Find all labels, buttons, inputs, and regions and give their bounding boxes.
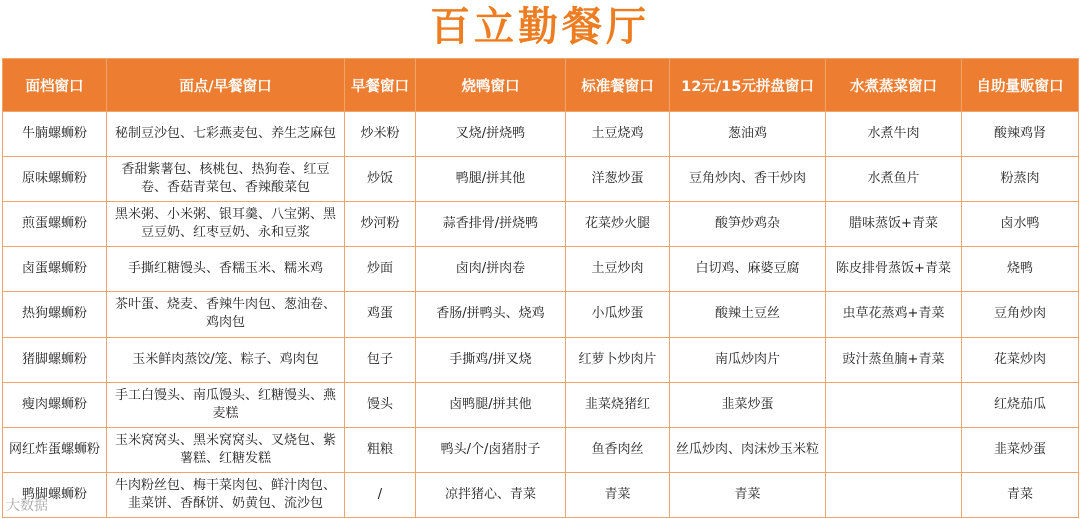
table-cell: 凉拌猪心、青菜	[416, 472, 566, 517]
table-cell: 牛腩螺蛳粉	[3, 112, 107, 157]
table-cell: 瘦肉螺蛳粉	[3, 382, 107, 427]
table-cell: 手撕鸡/拼叉烧	[416, 337, 566, 382]
table-cell: 炒米粉	[345, 112, 416, 157]
table-cell: 馒头	[345, 382, 416, 427]
table-cell: 手工白馒头、南瓜馒头、红糖馒头、燕麦糕	[107, 382, 345, 427]
table-cell: 白切鸡、麻婆豆腐	[670, 247, 826, 292]
table-cell: 香甜紫薯包、核桃包、热狗卷、红豆卷、香菇青菜包、香辣酸菜包	[107, 157, 345, 202]
table-cell: 蒜香排骨/拼烧鸭	[416, 202, 566, 247]
table-row	[3, 427, 1079, 472]
table-cell: 玉米窝窝头、黑米窝窝头、叉烧包、紫薯糕、红糖发糕	[107, 427, 345, 472]
table-cell: 红烧茄瓜	[962, 382, 1079, 427]
table-cell: 卤鸭腿/拼其他	[416, 382, 566, 427]
column-header-boiled-steamed-window: 水煮蒸菜窗口	[826, 59, 962, 112]
table-cell: 青菜	[670, 472, 826, 517]
table-cell: 青菜	[566, 472, 670, 517]
table-cell: 秘制豆沙包、七彩燕麦包、养生芝麻包	[107, 112, 345, 157]
table-cell: 韭菜烧猪红	[566, 382, 670, 427]
column-header-breakfast-window: 早餐窗口	[345, 59, 416, 112]
table-cell: 包子	[345, 337, 416, 382]
column-header-noodle-window: 面档窗口	[3, 59, 107, 112]
table-cell: 韭菜炒蛋	[670, 382, 826, 427]
table-cell: 粗粮	[345, 427, 416, 472]
table-cell: 卤蛋螺蛳粉	[3, 247, 107, 292]
header-row	[3, 59, 1079, 112]
table-cell	[826, 427, 962, 472]
table-row	[3, 112, 1079, 157]
table-cell: 陈皮排骨蒸饭+青菜	[826, 247, 962, 292]
table-cell: 网红炸蛋螺蛳粉	[3, 427, 107, 472]
table-cell: 青菜	[962, 472, 1079, 517]
table-cell: 花菜炒火腿	[566, 202, 670, 247]
table-cell: 煎蛋螺蛳粉	[3, 202, 107, 247]
table-cell: 洋葱炒蛋	[566, 157, 670, 202]
table-cell: 豆角炒肉	[962, 292, 1079, 337]
column-header-roast-duck-window: 烧鸭窗口	[416, 59, 566, 112]
table-cell: 小瓜炒蛋	[566, 292, 670, 337]
column-header-pastry-breakfast-window: 面点/早餐窗口	[107, 59, 345, 112]
table-cell: 鸭脚螺蛳粉	[3, 472, 107, 517]
column-header-standard-meal-window: 标准餐窗口	[566, 59, 670, 112]
table-cell: 手撕红糖馒头、香糯玉米、糯米鸡	[107, 247, 345, 292]
table-cell: 水煮鱼片	[826, 157, 962, 202]
table-cell: 鱼香肉丝	[566, 427, 670, 472]
table-cell: 牛肉粉丝包、梅干菜肉包、鲜汁肉包、韭菜饼、香酥饼、奶黄包、流沙包	[107, 472, 345, 517]
table-row	[3, 382, 1079, 427]
table-cell: 黑米粥、小米粥、银耳羹、八宝粥、黑豆豆奶、红枣豆奶、永和豆浆	[107, 202, 345, 247]
table-row	[3, 157, 1079, 202]
menu-table	[2, 58, 1079, 518]
table-cell: 水煮牛肉	[826, 112, 962, 157]
table-cell: /	[345, 472, 416, 517]
table-cell: 热狗螺蛳粉	[3, 292, 107, 337]
column-header-platter-window: 12元/15元拼盘窗口	[670, 59, 826, 112]
table-cell: 鸭头/个/卤猪肘子	[416, 427, 566, 472]
table-row	[3, 247, 1079, 292]
table-cell: 炒面	[345, 247, 416, 292]
table-cell	[826, 472, 962, 517]
column-header-buffet-window: 自助量贩窗口	[962, 59, 1079, 112]
table-cell: 玉米鲜肉蒸饺/笼、粽子、鸡肉包	[107, 337, 345, 382]
restaurant-title: 百立勤餐厅	[430, 4, 650, 50]
table-cell: 豆角炒肉、香干炒肉	[670, 157, 826, 202]
table-cell: 花菜炒肉	[962, 337, 1079, 382]
table-cell: 韭菜炒蛋	[962, 427, 1079, 472]
table-cell: 卤肉/拼肉卷	[416, 247, 566, 292]
table-cell: 丝瓜炒肉、肉沫炒玉米粒	[670, 427, 826, 472]
table-cell: 酸辣鸡肾	[962, 112, 1079, 157]
table-row	[3, 202, 1079, 247]
table-cell: 南瓜炒肉片	[670, 337, 826, 382]
table-cell: 香肠/拼鸭头、烧鸡	[416, 292, 566, 337]
table-cell: 炒河粉	[345, 202, 416, 247]
table-cell: 茶叶蛋、烧麦、香辣牛肉包、葱油卷、鸡肉包	[107, 292, 345, 337]
table-cell: 原味螺蛳粉	[3, 157, 107, 202]
table-cell: 猪脚螺蛳粉	[3, 337, 107, 382]
table-cell: 炒饭	[345, 157, 416, 202]
table-cell: 红萝卜炒肉片	[566, 337, 670, 382]
table-row	[3, 337, 1079, 382]
table-row	[3, 292, 1079, 337]
table-cell: 豉汁蒸鱼腩+青菜	[826, 337, 962, 382]
table-cell: 酸辣土豆丝	[670, 292, 826, 337]
table-cell: 卤水鸭	[962, 202, 1079, 247]
table-cell: 酸笋炒鸡杂	[670, 202, 826, 247]
watermark-text: 大数据	[6, 498, 48, 514]
table-cell: 叉烧/拼烧鸭	[416, 112, 566, 157]
table-cell: 土豆烧鸡	[566, 112, 670, 157]
table-cell: 葱油鸡	[670, 112, 826, 157]
table-cell: 鸡蛋	[345, 292, 416, 337]
table-cell: 粉蒸肉	[962, 157, 1079, 202]
table-cell: 腊味蒸饭+青菜	[826, 202, 962, 247]
table-cell: 土豆炒肉	[566, 247, 670, 292]
table-cell: 烧鸭	[962, 247, 1079, 292]
table-cell: 虫草花蒸鸡+青菜	[826, 292, 962, 337]
table-cell	[826, 382, 962, 427]
table-cell: 鸭腿/拼其他	[416, 157, 566, 202]
table-row	[3, 472, 1079, 517]
